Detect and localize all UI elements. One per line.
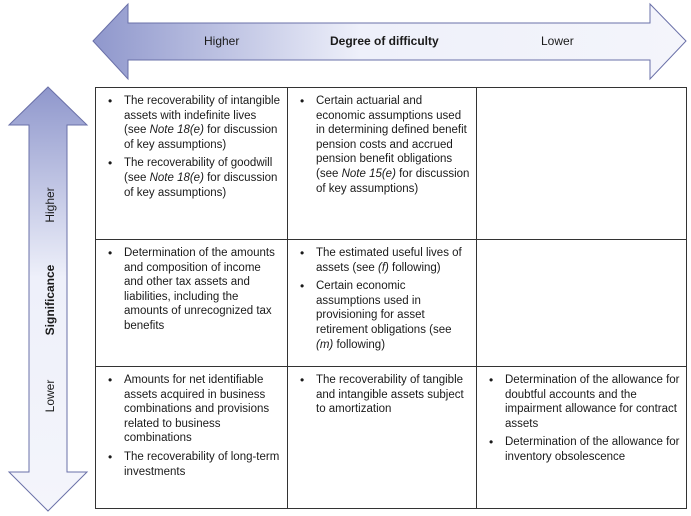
difficulty-higher-label: Higher [204,34,240,48]
estimate-item: • The recoverability of long-term investments [104,450,281,479]
cell-mid-significance-mid-difficulty [288,240,477,367]
estimate-item: • Certain actuarial and economic assumptions used in determining defined benefit pension costs and accrued pension benefit obligations (see Note 15(e) for discussion of key assumptions) [296,94,470,196]
significance-higher-label: Higher [43,187,57,223]
difficulty-axis-title: Degree of difficulty [330,34,439,48]
note-reference: (m) [316,338,334,351]
cell-lower-significance-higher-difficulty [96,367,288,508]
cell-higher-significance-mid-difficulty [288,88,477,240]
cell-higher-significance-higher-difficulty [96,88,288,240]
estimate-item: • The estimated useful lives of assets (see (f) following) [296,246,470,275]
note-reference: Note 18(e) [149,171,204,184]
estimate-item: • Amounts for net identifiable assets acquired in business combinations and provisions related to business combinations [104,373,281,446]
estimate-item: • Certain economic assumptions used in provisioning for asset retirement obligations (see (m) following) [296,279,470,352]
significance-axis-title: Significance [43,264,57,336]
estimate-item: • The recoverability of goodwill (see Note 18(e) for discussion of key assumptions) [104,156,281,200]
cell-lower-significance-mid-difficulty [288,367,477,508]
cell-higher-significance-lower-difficulty [477,88,686,240]
cell-mid-significance-lower-difficulty [477,240,686,367]
cell-mid-significance-higher-difficulty [96,240,288,367]
note-reference: Note 15(e) [341,167,396,180]
significance-lower-label: Lower [43,379,57,413]
note-reference: Note 18(e) [149,124,204,137]
estimate-item: • Determination of the allowance for inventory obsolescence [485,435,680,464]
cell-lower-significance-lower-difficulty [477,367,686,508]
note-reference: (f) [378,261,389,274]
estimate-item: • Determination of the allowance for doubtful accounts and the impairment allowance for contract assets [485,373,680,431]
estimate-item: • Determination of the amounts and composition of income and other tax assets and liabilities, including the amounts of unrecognized tax benefits [104,246,281,334]
estimate-item: • The recoverability of intangible assets with indefinite lives (see Note 18(e) for discussion of key assumptions) [104,94,281,152]
difficulty-lower-label: Lower [541,34,574,48]
estimate-item: • The recoverability of tangible and intangible assets subject to amortization [296,373,470,417]
estimates-matrix [95,87,687,509]
